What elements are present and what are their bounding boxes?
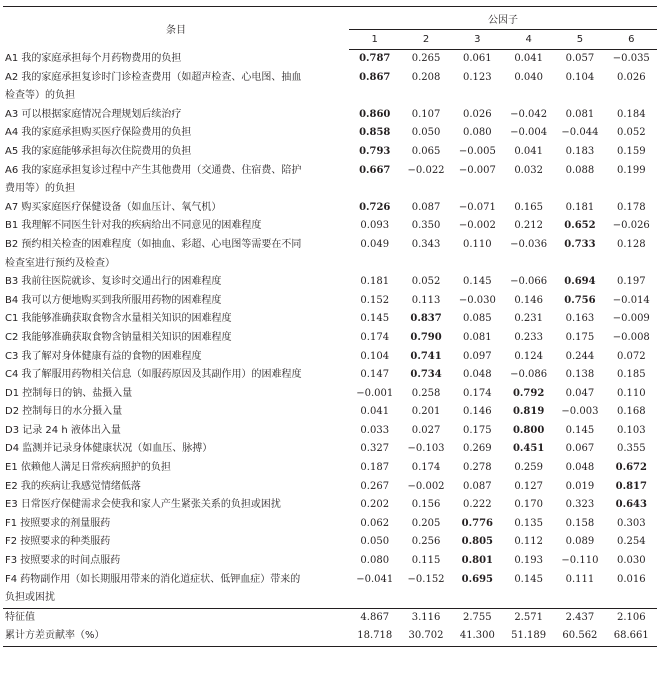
- loading-value: −0.152: [407, 573, 445, 585]
- loading-value: −0.022: [407, 164, 445, 176]
- table-row: [3, 143, 657, 162]
- loading-value: 0.052: [616, 127, 646, 139]
- item-label: A7 购买家庭医疗保健设备（如血压计、氧气机）: [5, 201, 222, 213]
- loading-value: 0.072: [616, 350, 646, 362]
- stat-value: 51.189: [503, 627, 554, 646]
- item-label: D4 监测并记录身体健康状况（如血压、脉搏）: [5, 443, 213, 455]
- loading-value: 0.231: [514, 313, 543, 325]
- loading-value: 0.156: [411, 499, 441, 511]
- loading-value: 0.067: [565, 443, 595, 455]
- loading-value: 0.081: [565, 108, 595, 120]
- stat-value: 2.571: [503, 608, 554, 627]
- loading-value: 0.199: [616, 164, 646, 176]
- loading-value: −0.071: [458, 201, 496, 213]
- loading-value: 0.175: [463, 424, 492, 436]
- loading-value: 0.259: [514, 462, 543, 474]
- loading-value: 0.040: [514, 71, 543, 83]
- loading-value: 0.185: [616, 369, 646, 381]
- loading-value: 0.111: [565, 573, 595, 585]
- loading-value: 0.168: [616, 406, 646, 418]
- loading-value: 0.667: [359, 164, 391, 176]
- loading-value: −0.003: [561, 406, 599, 418]
- item-label: A2 我的家庭承担复诊时门诊检查费用（如超声检查、心电图、抽血 检查等）的负担: [5, 71, 302, 102]
- factor-number-header: 3: [452, 30, 503, 50]
- loading-value: 0.052: [411, 276, 441, 288]
- loading-value: 0.061: [463, 53, 492, 64]
- table-row: [3, 459, 657, 478]
- loading-value: 0.187: [360, 462, 390, 474]
- loading-value: 0.733: [564, 238, 596, 250]
- item-label: E2 我的疾病让我感觉情绪低落: [5, 480, 141, 492]
- factor-number-header: 1: [349, 30, 400, 50]
- loading-value: 0.049: [360, 238, 390, 250]
- table-row: [3, 533, 657, 552]
- table-row: [3, 515, 657, 534]
- item-column-header: 条目: [3, 7, 349, 50]
- loading-value: 0.110: [616, 387, 646, 399]
- loading-value: −0.008: [612, 331, 650, 343]
- loading-value: 0.181: [360, 276, 390, 288]
- loading-value: 0.174: [463, 387, 492, 399]
- item-label: D1 控制每日的钠、盐摄入量: [5, 387, 133, 399]
- loading-value: 0.158: [565, 517, 595, 529]
- loading-value: 0.244: [565, 350, 595, 362]
- loading-value: 0.016: [616, 573, 646, 585]
- loading-value: 0.047: [565, 387, 595, 399]
- loading-value: 0.123: [463, 71, 492, 83]
- loading-value: 0.193: [514, 555, 543, 567]
- loading-value: 0.451: [512, 443, 545, 455]
- loading-value: 0.652: [564, 220, 596, 232]
- item-label: A3 可以根据家庭情况合理规划后续治疗: [5, 108, 182, 120]
- loading-value: −0.041: [356, 573, 394, 585]
- loading-value: 0.181: [565, 201, 595, 213]
- loading-value: 0.057: [565, 53, 595, 64]
- loading-value: 0.343: [411, 238, 441, 250]
- loading-value: 0.793: [359, 145, 391, 157]
- loading-value: 0.800: [512, 424, 545, 436]
- item-label: F3 按照要求的时间点服药: [5, 555, 121, 567]
- loading-value: −0.086: [510, 369, 548, 381]
- table-row: [3, 292, 657, 311]
- loading-value: −0.103: [407, 443, 445, 455]
- loading-value: 0.127: [514, 480, 543, 492]
- item-label: B3 我前往医院就诊、复诊时交通出行的困难程度: [5, 276, 222, 288]
- loading-value: 0.115: [411, 555, 441, 567]
- loading-value: −0.002: [458, 220, 496, 232]
- loading-value: 0.233: [514, 331, 543, 343]
- loading-value: 0.202: [360, 499, 390, 511]
- table-row: [3, 403, 657, 422]
- item-label: B1 我理解不同医生针对我的疾病给出不同意见的困难程度: [5, 220, 262, 232]
- loading-value: 0.041: [360, 406, 390, 418]
- stat-value: 18.718: [349, 627, 400, 646]
- loading-value: 0.672: [615, 462, 647, 474]
- loading-value: 0.303: [616, 517, 646, 529]
- loading-value: 0.050: [411, 127, 441, 139]
- loading-value: 0.787: [359, 53, 391, 64]
- loading-value: 0.805: [461, 536, 493, 548]
- stat-row: [3, 627, 657, 646]
- factor-number-header: 6: [606, 30, 657, 50]
- table-row: [3, 162, 657, 199]
- loading-value: 0.222: [463, 499, 492, 511]
- loading-value: 0.801: [461, 555, 493, 567]
- table-row: [3, 478, 657, 497]
- loading-value: 0.027: [411, 424, 441, 436]
- table-row: [3, 217, 657, 236]
- loading-value: 0.183: [565, 145, 595, 157]
- item-label: F1 按照要求的剂量服药: [5, 517, 111, 529]
- item-label: C2 我能够准确获取食物含钠量相关知识的困难程度: [5, 331, 232, 343]
- stat-value: 30.702: [400, 627, 451, 646]
- loading-value: 0.867: [359, 71, 391, 83]
- stat-label: 累计方差贡献率（%）: [3, 627, 349, 646]
- loading-value: −0.066: [510, 276, 548, 288]
- item-label: A5 我的家庭能够承担每次住院费用的负担: [5, 145, 192, 157]
- loading-value: 0.355: [616, 443, 646, 455]
- table-row: [3, 329, 657, 348]
- loading-value: 0.103: [616, 424, 646, 436]
- loading-value: −0.030: [458, 294, 496, 306]
- loading-value: 0.201: [411, 406, 441, 418]
- loading-value: 0.267: [360, 480, 390, 492]
- loading-value: 0.819: [512, 406, 545, 418]
- loading-value: 0.254: [616, 536, 646, 548]
- loading-value: 0.184: [616, 108, 646, 120]
- table-row: [3, 106, 657, 125]
- loading-value: −0.014: [612, 294, 650, 306]
- loading-value: 0.089: [565, 536, 595, 548]
- stat-value: 2.437: [554, 608, 605, 627]
- item-label: D3 记录 24 h 液体出入量: [5, 424, 121, 436]
- loading-value: 0.145: [514, 573, 543, 585]
- loading-value: −0.110: [561, 555, 599, 567]
- loading-value: 0.178: [616, 201, 646, 213]
- loading-value: 0.327: [360, 443, 390, 455]
- loading-value: −0.007: [458, 164, 496, 176]
- stat-value: 41.300: [452, 627, 503, 646]
- loading-value: 0.170: [514, 499, 543, 511]
- stat-row: [3, 608, 657, 627]
- item-label: F4 药物副作用（如长期服用带来的消化道症状、低钾血症）带来的 负担或困扰: [5, 573, 301, 604]
- loading-value: 0.145: [565, 424, 595, 436]
- loading-value: 0.741: [410, 350, 442, 362]
- table-row: [3, 552, 657, 571]
- loading-value: 0.695: [461, 573, 493, 585]
- loading-value: 0.048: [463, 369, 492, 381]
- loading-value: −0.002: [407, 480, 445, 492]
- table-row: [3, 124, 657, 143]
- loading-value: −0.009: [612, 313, 650, 325]
- factor-number-header: 5: [554, 30, 605, 50]
- loading-value: 0.858: [359, 127, 391, 139]
- loading-value: 0.080: [360, 555, 390, 567]
- loading-value: 0.163: [565, 313, 595, 325]
- loading-value: 0.256: [411, 536, 441, 548]
- stat-value: 68.661: [606, 627, 657, 646]
- factor-number-header: 2: [400, 30, 451, 50]
- factor-loading-table: [3, 6, 657, 647]
- table-row: [3, 310, 657, 329]
- loading-value: 0.033: [360, 424, 390, 436]
- table-row: [3, 348, 657, 367]
- loading-value: 0.174: [360, 331, 390, 343]
- loading-value: 0.019: [565, 480, 595, 492]
- loading-value: 0.208: [411, 71, 441, 83]
- loading-value: 0.080: [463, 127, 492, 139]
- item-label: E3 日常医疗保健需求会使我和家人产生紧张关系的负担或困扰: [5, 499, 281, 511]
- table-row: [3, 273, 657, 292]
- factor-number-header: 4: [503, 30, 554, 50]
- loading-value: 0.350: [411, 220, 441, 232]
- item-label: C4 我了解服用药物相关信息（如服药原因及其副作用）的困难程度: [5, 369, 302, 381]
- loading-value: 0.041: [514, 53, 543, 64]
- stat-value: 4.867: [349, 608, 400, 627]
- loading-value: 0.258: [411, 387, 441, 399]
- loading-value: 0.694: [564, 276, 596, 288]
- loading-value: 0.081: [463, 331, 492, 343]
- loading-value: 0.050: [360, 536, 390, 548]
- loading-value: 0.175: [565, 331, 595, 343]
- loading-value: 0.104: [360, 350, 390, 362]
- loading-value: 0.837: [410, 313, 442, 325]
- loading-value: 0.085: [463, 313, 492, 325]
- loading-value: 0.087: [411, 201, 441, 213]
- loading-value: 0.145: [463, 276, 492, 288]
- table-row: [3, 440, 657, 459]
- loading-value: 0.643: [615, 499, 647, 511]
- loading-value: −0.042: [510, 108, 548, 120]
- item-label: E1 依赖他人满足日常疾病照护的负担: [5, 462, 171, 474]
- loading-value: 0.093: [360, 220, 390, 232]
- loading-value: 0.145: [360, 313, 390, 325]
- loading-value: 0.026: [616, 71, 646, 83]
- item-label: F2 按照要求的种类服药: [5, 536, 111, 548]
- loading-value: 0.165: [514, 201, 543, 213]
- item-label: C1 我能够准确获取食物含水量相关知识的困难程度: [5, 313, 232, 325]
- table-row: [3, 69, 657, 106]
- loading-value: 0.817: [615, 480, 647, 492]
- loading-value: 0.205: [411, 517, 441, 529]
- loading-value: 0.146: [463, 406, 492, 418]
- loading-value: −0.035: [612, 53, 650, 64]
- loading-value: 0.159: [616, 145, 646, 157]
- loading-value: 0.087: [463, 480, 492, 492]
- table-row: [3, 385, 657, 404]
- loading-value: 0.112: [514, 536, 543, 548]
- loading-value: 0.135: [514, 517, 543, 529]
- loading-value: 0.026: [463, 108, 492, 120]
- loading-value: 0.756: [564, 294, 596, 306]
- table-row: [3, 199, 657, 218]
- loading-value: 0.113: [411, 294, 441, 306]
- item-label: B2 预约相关检查的困难程度（如抽血、彩超、心电图等需要在不同 检查室进行预约及检查）: [5, 238, 302, 269]
- table-row: [3, 366, 657, 385]
- loading-value: −0.001: [356, 387, 394, 399]
- loading-value: 0.030: [616, 555, 646, 567]
- item-label: D2 控制每日的水分摄入量: [5, 406, 123, 418]
- loading-value: 0.104: [565, 71, 595, 83]
- loading-value: 0.726: [359, 201, 391, 213]
- table-row: [3, 236, 657, 273]
- loading-value: 0.138: [565, 369, 595, 381]
- loading-value: 0.792: [512, 387, 545, 399]
- loading-value: 0.152: [360, 294, 390, 306]
- loading-value: 0.174: [411, 462, 441, 474]
- loading-value: 0.107: [411, 108, 441, 120]
- loading-value: 0.146: [514, 294, 543, 306]
- table-row: [3, 571, 657, 609]
- stat-value: 2.755: [452, 608, 503, 627]
- loading-value: 0.212: [514, 220, 543, 232]
- loading-value: 0.032: [514, 164, 543, 176]
- item-label: A6 我的家庭承担复诊过程中产生其他费用（交通费、住宿费、陪护 费用等）的负担: [5, 164, 302, 195]
- loading-value: 0.860: [359, 108, 391, 120]
- loading-value: 0.269: [463, 443, 492, 455]
- loading-value: 0.776: [461, 517, 493, 529]
- table-row: [3, 496, 657, 515]
- loading-value: 0.041: [514, 145, 543, 157]
- loading-value: 0.197: [616, 276, 646, 288]
- loading-value: 0.097: [463, 350, 492, 362]
- table-row: [3, 422, 657, 441]
- loading-value: −0.004: [510, 127, 548, 139]
- loading-value: −0.036: [510, 238, 548, 250]
- loading-value: −0.005: [458, 145, 496, 157]
- loading-value: 0.124: [514, 350, 543, 362]
- loading-value: 0.323: [565, 499, 595, 511]
- item-label: A4 我的家庭承担购买医疗保险费用的负担: [5, 127, 192, 139]
- stat-value: 60.562: [554, 627, 605, 646]
- stat-value: 3.116: [400, 608, 451, 627]
- stat-value: 2.106: [606, 608, 657, 627]
- item-label: A1 我的家庭承担每个月药物费用的负担: [5, 52, 182, 64]
- loading-value: 0.048: [565, 462, 595, 474]
- loading-value: 0.147: [360, 369, 390, 381]
- loading-value: 0.790: [410, 331, 442, 343]
- loading-value: 0.110: [463, 238, 492, 250]
- table-row: [3, 50, 657, 69]
- loading-value: 0.065: [411, 145, 441, 157]
- loading-value: 0.128: [616, 238, 646, 250]
- stat-label: 特征值: [3, 608, 349, 627]
- loading-value: −0.044: [561, 127, 599, 139]
- loading-value: 0.265: [411, 53, 441, 64]
- factor-group-header: 公因子: [349, 7, 657, 30]
- loading-value: 0.278: [463, 462, 492, 474]
- loading-value: −0.026: [612, 220, 650, 232]
- loading-value: 0.734: [410, 369, 442, 381]
- item-label: C3 我了解对身体健康有益的食物的困难程度: [5, 350, 202, 362]
- loading-value: 0.062: [360, 517, 390, 529]
- loading-value: 0.088: [565, 164, 595, 176]
- item-label: B4 我可以方便地购买到我所服用药物的困难程度: [5, 294, 222, 306]
